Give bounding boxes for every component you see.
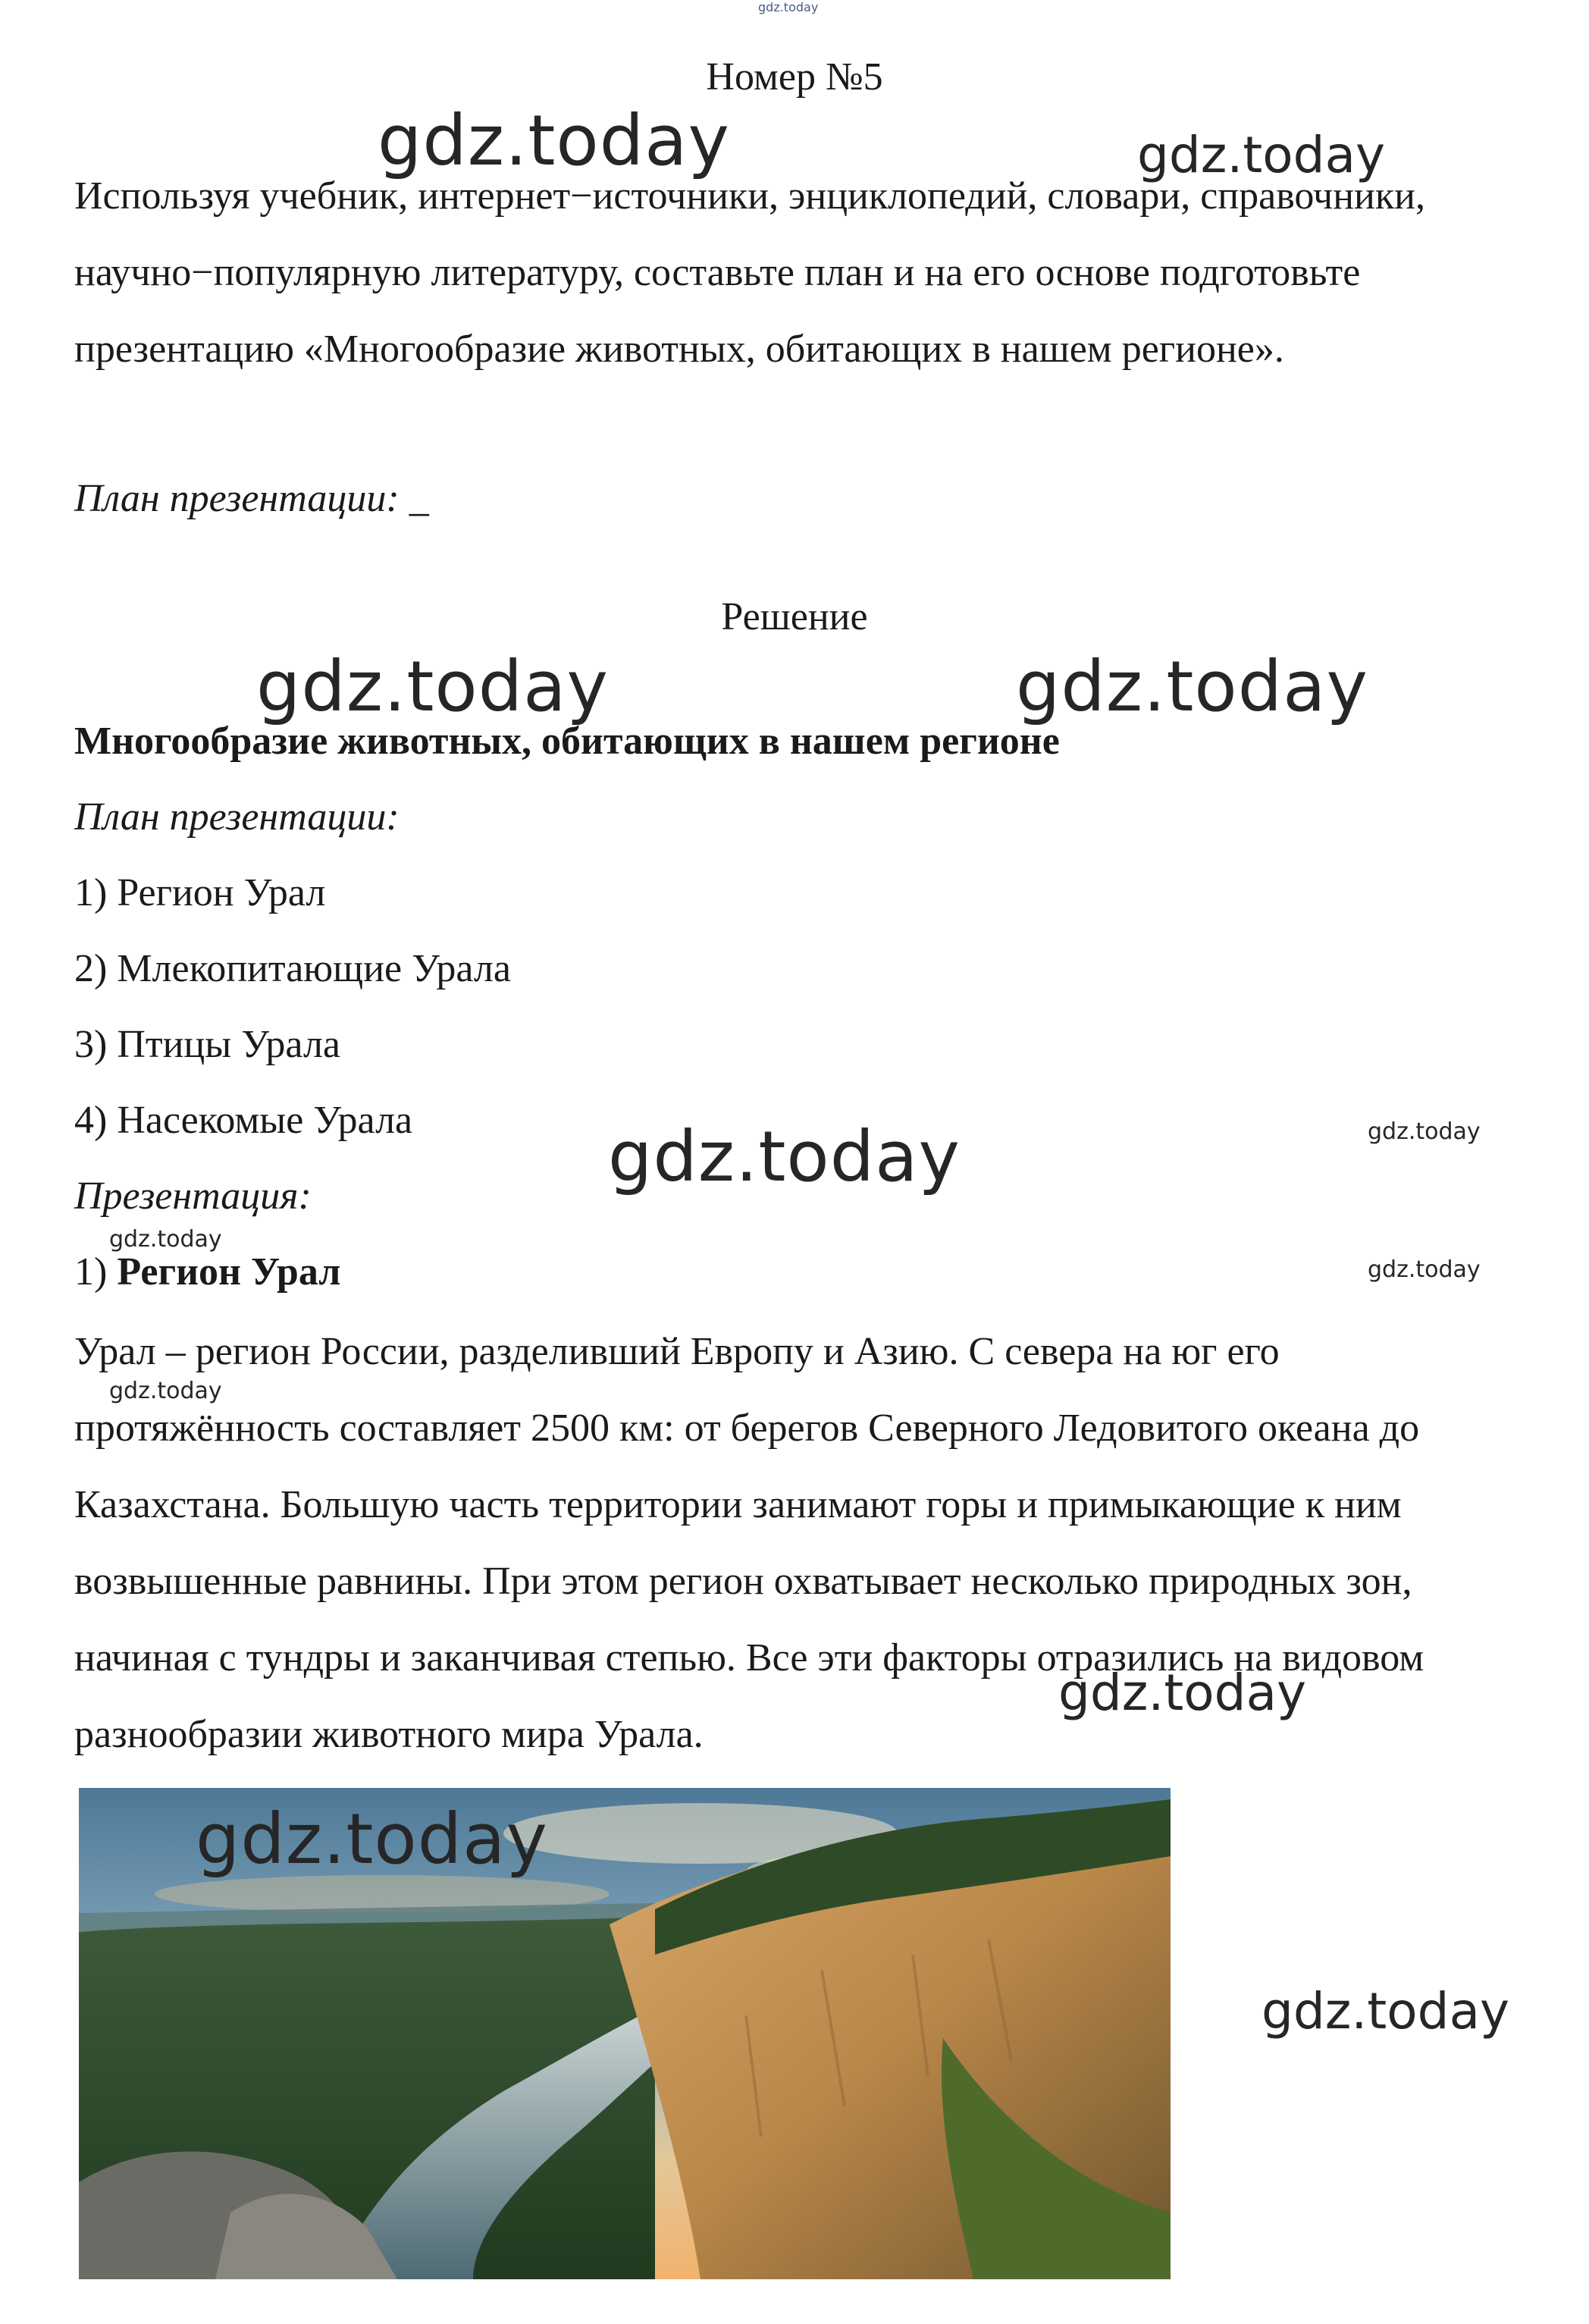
section1-title: Регион Урал <box>117 1250 341 1294</box>
plan-item: 3) Птицы Урала <box>74 1023 340 1066</box>
watermark: gdz.today <box>256 646 609 727</box>
solution-heading: Решение <box>721 595 868 638</box>
watermark-tiny: gdz.today <box>758 0 819 14</box>
watermark: gdz.today <box>1368 1256 1481 1283</box>
watermark: gdz.today <box>1261 1982 1510 2040</box>
watermark: gdz.today <box>1368 1118 1481 1145</box>
watermark: gdz.today <box>1058 1664 1307 1722</box>
plan-label: План презентации: <box>74 795 400 839</box>
task-text: Используя учебник, интернет−источники, энциклопедий, словари, справочники, научно−популярную литературу, составьте план и на его основе подготовьте презентацию «Многообразие животных, обитающих в нашем регионе». <box>74 174 1425 371</box>
section1-number: 1) <box>74 1250 108 1294</box>
plan-item: 1) Регион Урал <box>74 871 326 914</box>
presentation-label: Презентация: <box>74 1175 312 1218</box>
plan-item: 2) Млекопитающие Урала <box>74 947 511 990</box>
watermark: gdz.today <box>378 100 730 181</box>
page-title: Номер №5 <box>706 55 883 99</box>
watermark: gdz.today <box>608 1116 961 1197</box>
solution-title: Многообразие животных, обитающих в нашем регионе <box>74 720 1060 763</box>
watermark: gdz.today <box>1137 126 1386 184</box>
plan-item: 4) Насекомые Урала <box>74 1099 413 1142</box>
watermark: gdz.today <box>109 1378 222 1404</box>
watermark: gdz.today <box>109 1226 222 1253</box>
section1-text: Урал – регион России, разделивший Европу и Азию. С севера на юг его протяжённость составляет 2500 км: от берегов Северного Ледовитого океана до Казахстана. Большую часть территории занимают горы и примыкающие к ним возвышенные равнины. При этом регион охватывает несколько природных зон, начиная с тундры и заканчивая степью. Все эти факторы отразились на видовом разнообразии животного мира Урала. <box>74 1330 1424 1756</box>
plan-prompt: План презентации: _ <box>74 477 429 520</box>
watermark: gdz.today <box>1016 646 1368 727</box>
watermark: gdz.today <box>196 1799 548 1880</box>
section1-heading <box>74 1250 341 1294</box>
